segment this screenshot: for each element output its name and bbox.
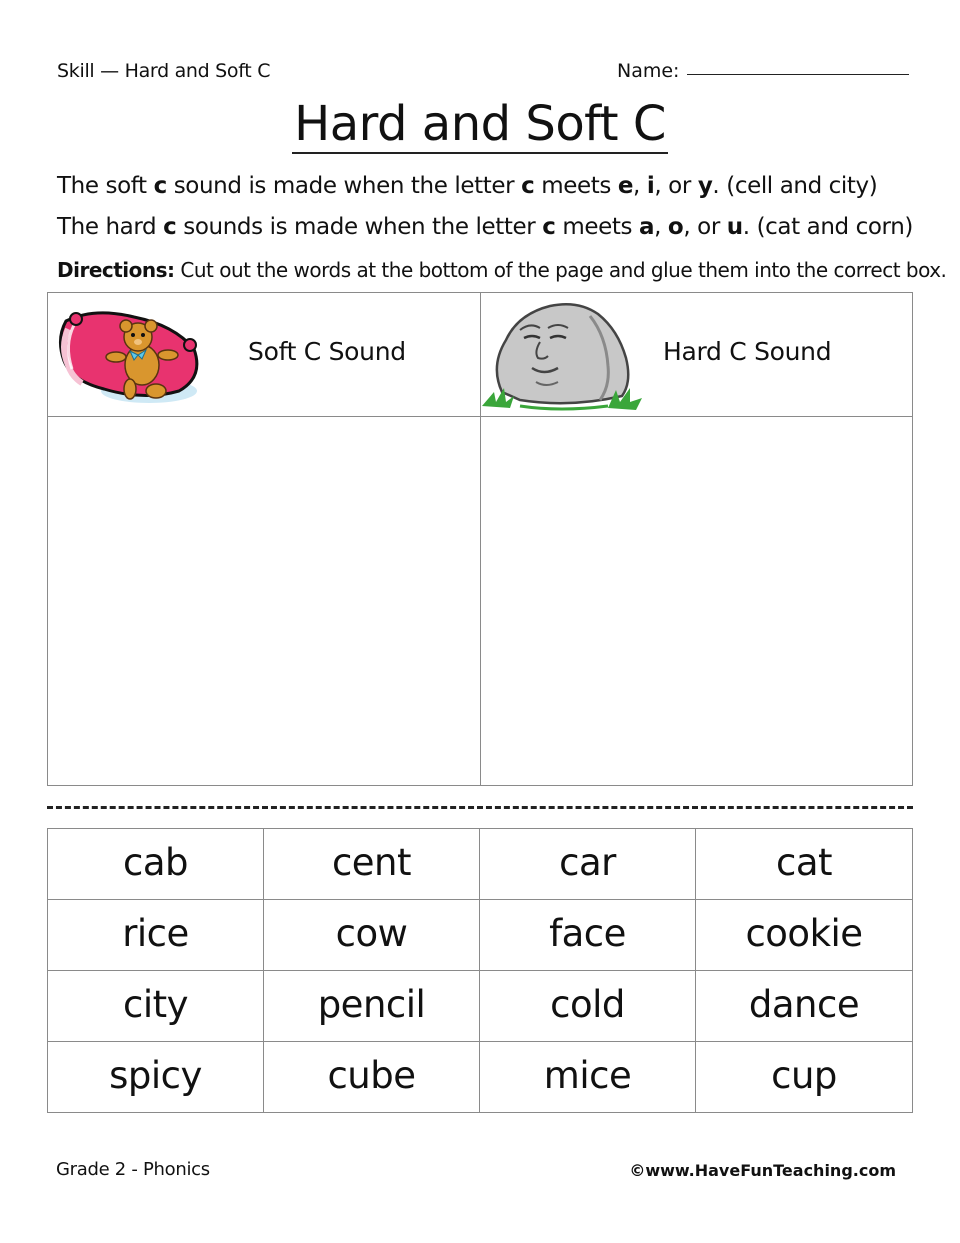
sort-table — [47, 292, 913, 786]
directions-label: Directions: — [57, 258, 175, 282]
word-card: city — [48, 971, 264, 1042]
soft-c-column — [48, 293, 481, 785]
page-title-wrap — [0, 96, 960, 154]
name-label: Name: — [617, 60, 680, 82]
word-card: face — [480, 900, 696, 971]
word-card: cat — [696, 829, 912, 900]
page-title: Hard and Soft C — [294, 96, 666, 152]
word-card: cab — [48, 829, 264, 900]
rock-face-icon — [480, 296, 650, 413]
hard-c-rule: The hard c sounds is made when the letter c meets a, o, or u. (cat and corn) — [57, 214, 913, 240]
soft-c-heading: Soft C Sound — [248, 337, 406, 366]
word-card: cookie — [696, 900, 912, 971]
word-card: cup — [771, 1054, 837, 1097]
soft-c-header — [48, 293, 480, 417]
word-card: cold — [480, 971, 696, 1042]
word-cards-grid — [47, 828, 913, 1113]
word-card: spicy — [48, 1042, 264, 1113]
word-card: cube — [264, 1042, 480, 1113]
soft-c-rule: The soft c sound is made when the letter c meets e, i, or y. (cell and city) — [57, 173, 878, 199]
word-card: car — [480, 829, 696, 900]
grade-label: Grade 2 - Phonics — [56, 1159, 210, 1180]
word-card: cent — [264, 829, 480, 900]
word-card: dance — [696, 971, 912, 1042]
hard-c-heading: Hard C Sound — [663, 337, 832, 366]
word-card: rice — [48, 900, 264, 971]
hard-c-header — [480, 293, 912, 417]
skill-label: Skill — Hard and Soft C — [57, 60, 271, 82]
name-field — [617, 60, 909, 82]
name-blank-line — [687, 74, 909, 75]
word-card: pencil — [264, 971, 480, 1042]
word-card: mice — [480, 1042, 696, 1113]
directions-text: Cut out the words at the bottom of the page and glue them into the correct box. — [174, 258, 947, 282]
cut-line — [47, 806, 913, 809]
copyright-site: ©www.HaveFunTeaching.com — [629, 1161, 896, 1180]
word-card: cow — [264, 900, 480, 971]
hard-c-column — [480, 293, 912, 785]
directions — [57, 258, 946, 282]
pillow-teddy-bear-icon — [54, 299, 204, 409]
